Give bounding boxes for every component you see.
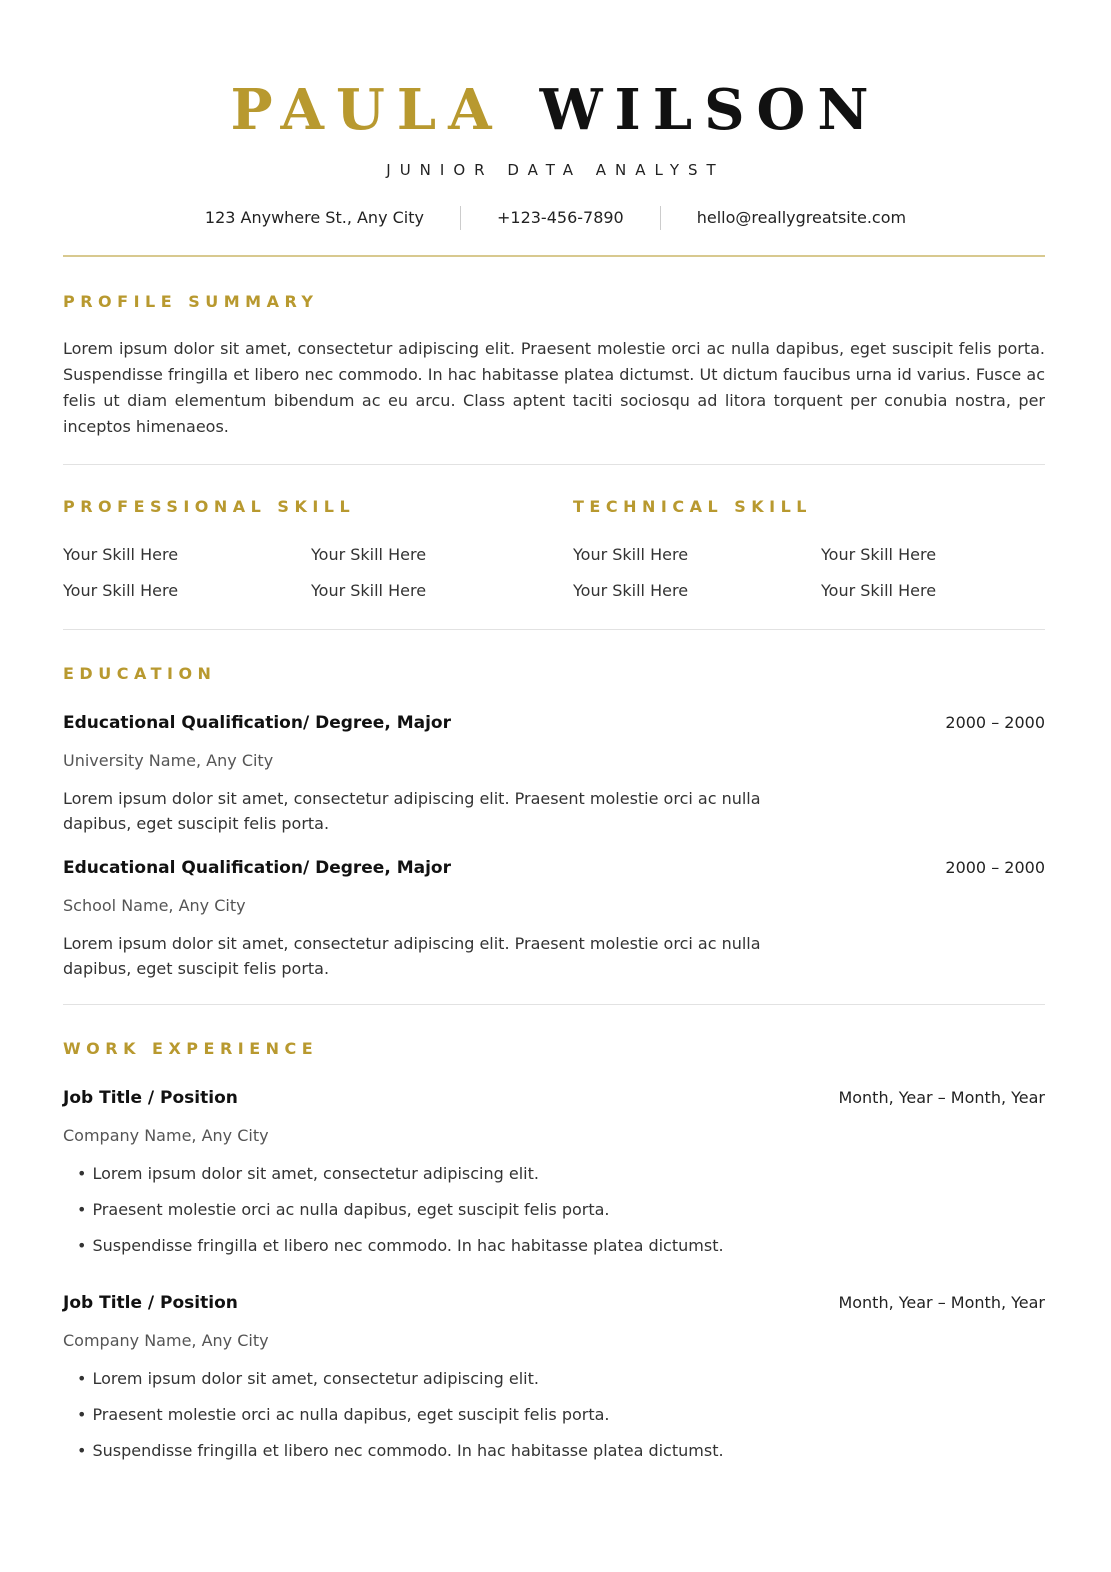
job-bullet: • Suspendisse fringilla et libero nec commodo. In hac habitasse platea dictumst.	[77, 1441, 724, 1460]
contact-phone: +123-456-7890	[496, 208, 624, 227]
job-bullet: • Praesent molestie orci ac nulla dapibus, eget suscipit felis porta.	[77, 1405, 610, 1424]
section-divider	[63, 464, 1045, 465]
education-institution: University Name, Any City	[63, 751, 274, 770]
job-title-entry: Job Title / Position	[63, 1088, 238, 1108]
profile-heading: PROFILE SUMMARY	[63, 292, 319, 311]
company-name: Company Name, Any City	[63, 1331, 269, 1350]
professional-skill-heading: PROFESSIONAL SKILL	[63, 497, 356, 516]
education-dates: 2000 – 2000	[945, 858, 1045, 877]
education-dates: 2000 – 2000	[945, 713, 1045, 732]
professional-skill-item: Your Skill Here	[311, 545, 427, 564]
technical-skill-item: Your Skill Here	[821, 581, 937, 600]
contact-bar	[0, 206, 1111, 230]
contact-email: hello@reallygreatsite.com	[696, 208, 907, 227]
job-dates: Month, Year – Month, Year	[838, 1088, 1045, 1107]
last-name: WILSON	[539, 77, 881, 143]
profile-text: Lorem ipsum dolor sit amet, consectetur adipiscing elit. Praesent molestie orci ac nulla dapibus, eget suscipit felis porta. Suspendisse fringilla et libero nec commodo. In hac habitasse platea dictumst. Ut dictum faucibus urna id varius. Fusce ac felis ut diam elementum bibendum ac eu arcu. Class aptent taciti sociosqu ad litora torquent per conubia nostra, per inceptos himenaeos.	[63, 339, 1045, 436]
education-description: Lorem ipsum dolor sit amet, consectetur adipiscing elit. Praesent molestie orci ac nulla dapibus, eget suscipit felis porta.	[63, 789, 761, 833]
job-bullet-text: Suspendisse fringilla et libero nec commodo. In hac habitasse platea dictumst.	[92, 1236, 724, 1255]
job-dates: Month, Year – Month, Year	[838, 1293, 1045, 1312]
technical-skill-item: Your Skill Here	[821, 545, 937, 564]
job-bullet: • Lorem ipsum dolor sit amet, consectetur adipiscing elit.	[77, 1164, 539, 1183]
professional-skill-item: Your Skill Here	[311, 581, 427, 600]
job-bullet-text: Praesent molestie orci ac nulla dapibus, eget suscipit felis porta.	[92, 1200, 610, 1219]
job-bullet-text: Lorem ipsum dolor sit amet, consectetur adipiscing elit.	[92, 1369, 539, 1388]
job-bullet: • Praesent molestie orci ac nulla dapibus, eget suscipit felis porta.	[77, 1200, 610, 1219]
education-institution: School Name, Any City	[63, 896, 246, 915]
job-bullet-text: Suspendisse fringilla et libero nec commodo. In hac habitasse platea dictumst.	[92, 1441, 724, 1460]
education-description: Lorem ipsum dolor sit amet, consectetur adipiscing elit. Praesent molestie orci ac nulla dapibus, eget suscipit felis porta.	[63, 934, 761, 978]
first-name: PAULA	[230, 77, 504, 143]
job-bullet-text: Praesent molestie orci ac nulla dapibus, eget suscipit felis porta.	[92, 1405, 610, 1424]
section-divider	[63, 629, 1045, 630]
company-name: Company Name, Any City	[63, 1126, 269, 1145]
education-title: Educational Qualification/ Degree, Major	[63, 858, 451, 878]
contact-address: 123 Anywhere St., Any City	[204, 208, 424, 227]
technical-skill-heading: TECHNICAL SKILL	[573, 497, 812, 516]
technical-skill-item: Your Skill Here	[573, 545, 689, 564]
job-title-entry: Job Title / Position	[63, 1293, 238, 1313]
education-title: Educational Qualification/ Degree, Major	[63, 713, 451, 733]
section-divider	[63, 1004, 1045, 1005]
professional-skill-item: Your Skill Here	[63, 545, 179, 564]
work-heading: WORK EXPERIENCE	[63, 1039, 319, 1058]
job-title: JUNIOR DATA ANALYST	[386, 161, 725, 179]
professional-skill-item: Your Skill Here	[63, 581, 179, 600]
header-divider	[63, 255, 1045, 257]
technical-skill-item: Your Skill Here	[573, 581, 689, 600]
job-bullet: • Suspendisse fringilla et libero nec commodo. In hac habitasse platea dictumst.	[77, 1236, 724, 1255]
education-heading: EDUCATION	[63, 664, 217, 683]
job-bullet-text: Lorem ipsum dolor sit amet, consectetur adipiscing elit.	[92, 1164, 539, 1183]
job-bullet: • Lorem ipsum dolor sit amet, consectetur adipiscing elit.	[77, 1369, 539, 1388]
full-name	[0, 78, 1111, 142]
